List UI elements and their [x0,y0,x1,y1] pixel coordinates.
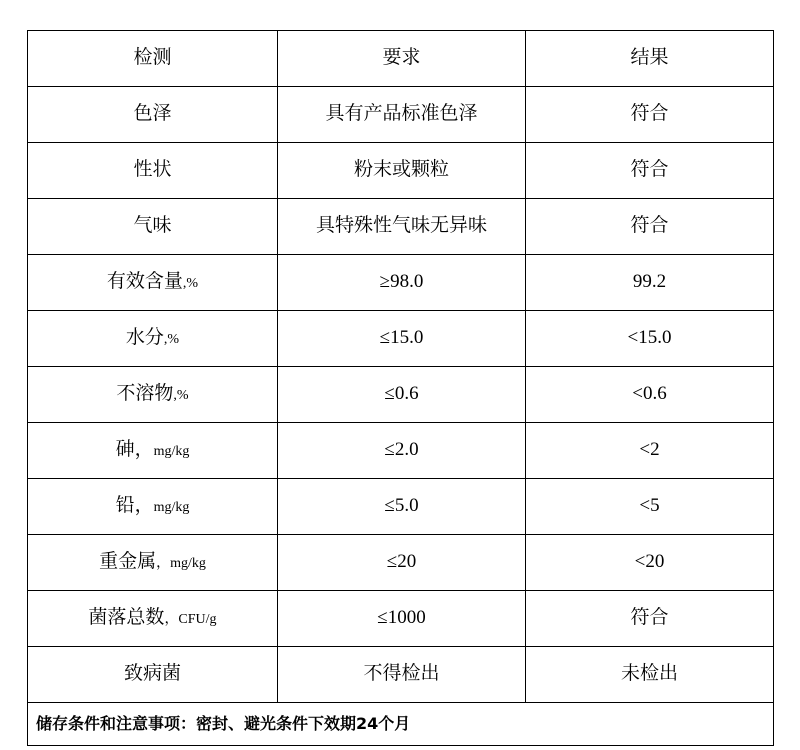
item-unit: mg/kg [153,444,190,460]
storage-note-cell [28,703,774,746]
requirement-value: ≤2.0 [384,439,419,461]
table-row [28,423,774,479]
table-header-row [28,31,774,87]
table-row [28,87,774,143]
cell-result [526,423,774,479]
header-cell-item [28,31,278,87]
cell-requirement [278,479,526,535]
cell-item [28,535,278,591]
header-label-result: 结果 [630,47,669,69]
item-name: 砷， [115,439,154,461]
result-value: 未检出 [620,663,678,685]
cell-item [28,367,278,423]
cell-item [28,143,278,199]
requirement-value: 具有产品标准色泽 [325,103,478,125]
cell-requirement [278,255,526,311]
cell-requirement [278,535,526,591]
requirement-value: ≤0.6 [384,383,419,405]
result-value: 符合 [630,215,669,237]
cell-requirement [278,87,526,143]
cell-item [28,423,278,479]
cell-requirement [278,647,526,703]
table-row [28,535,774,591]
storage-note-text: 储存条件和注意事项：密封、避光条件下效期24个月 [36,714,411,734]
item-name: 有效含量 [106,271,183,293]
header-label-requirement: 要求 [382,47,421,69]
cell-item [28,255,278,311]
cell-result [526,255,774,311]
result-value: <20 [634,551,665,573]
requirement-value: ≤1000 [377,607,426,629]
result-value: <15.0 [627,327,672,349]
item-unit: ,% [182,276,199,292]
item-name: 铅， [115,495,154,517]
cell-result [526,591,774,647]
item-name: 不溶物 [116,383,174,405]
table-row [28,591,774,647]
result-value: 99.2 [632,271,667,293]
requirement-value: ≤15.0 [379,327,424,349]
table-footer-row [28,703,774,746]
item-name: 重金属 [99,551,157,573]
item-unit: mg/kg [153,500,190,516]
item-name: 致病菌 [123,663,181,685]
cell-item [28,647,278,703]
item-name: 菌落总数 [88,607,165,629]
item-unit: ，CFU/g [164,612,217,628]
cell-item [28,591,278,647]
item-unit: ，mg/kg [156,556,206,572]
item-unit: ,% [163,332,180,348]
item-name: 性状 [133,159,172,181]
result-value: 符合 [630,103,669,125]
table-row [28,311,774,367]
result-value: <2 [639,439,660,461]
cell-result [526,535,774,591]
table-row [28,647,774,703]
specification-table [27,30,774,746]
cell-item [28,87,278,143]
cell-requirement [278,143,526,199]
cell-result [526,367,774,423]
cell-requirement [278,367,526,423]
requirement-value: ≤5.0 [384,495,419,517]
cell-requirement [278,423,526,479]
cell-result [526,143,774,199]
header-cell-requirement [278,31,526,87]
cell-result [526,87,774,143]
cell-result [526,199,774,255]
cell-item [28,479,278,535]
result-value: <0.6 [632,383,667,405]
item-name: 水分 [125,327,164,349]
header-cell-result [526,31,774,87]
result-value: 符合 [630,159,669,181]
item-name: 色泽 [133,103,172,125]
requirement-value: 不得检出 [363,663,440,685]
requirement-value: 具特殊性气味无异味 [315,215,487,237]
cell-requirement [278,591,526,647]
cell-item [28,311,278,367]
result-value: 符合 [630,607,669,629]
cell-result [526,647,774,703]
cell-result [526,311,774,367]
result-value: <5 [639,495,660,517]
table-row [28,199,774,255]
header-label-item: 检测 [133,47,172,69]
item-unit: ,% [173,388,189,404]
requirement-value: 粉末或颗粒 [353,159,449,181]
requirement-value: ≤20 [386,551,417,573]
table-row [28,143,774,199]
requirement-value: ≥98.0 [379,271,424,293]
cell-result [526,479,774,535]
table-row [28,479,774,535]
table-row [28,367,774,423]
cell-item [28,199,278,255]
table-row [28,255,774,311]
item-name: 气味 [133,215,172,237]
cell-requirement [278,311,526,367]
cell-requirement [278,199,526,255]
